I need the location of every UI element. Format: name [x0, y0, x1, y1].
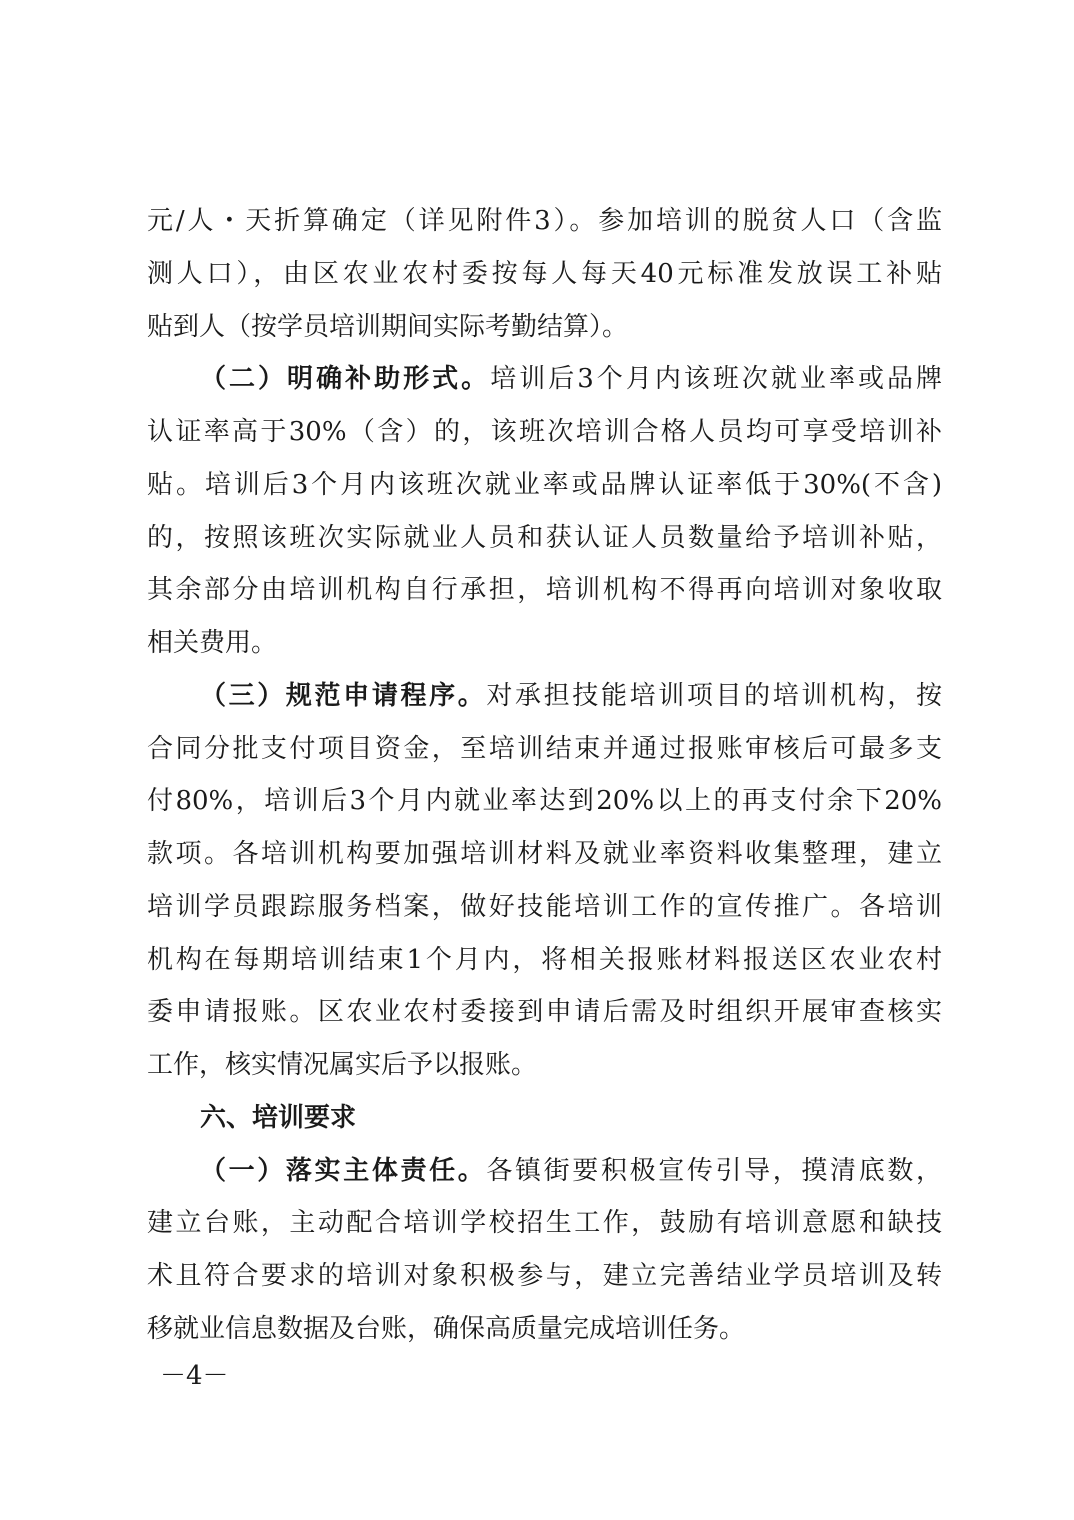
- text-line: 工作，核实情况属实后予以报账。: [147, 1050, 538, 1080]
- paragraph-4-first-line: [200, 1149, 942, 1193]
- text-span: 各镇街要积极宣传引导，摸清底数，: [486, 1156, 942, 1186]
- paragraph-heading: （二）明确补助形式。: [200, 364, 491, 394]
- text-line: 贴。培训后3个月内该班次就业率或品牌认证率低于30%(不含): [147, 470, 942, 500]
- text-line: 培训学员跟踪服务档案，做好技能培训工作的宣传推广。各培训: [147, 892, 942, 922]
- text-line: 移就业信息数据及台账，确保高质量完成培训任务。: [147, 1314, 746, 1344]
- text-line: 术且符合要求的培训对象积极参与，建立完善结业学员培训及转: [147, 1261, 942, 1291]
- text-line: 建立台账，主动配合培训学校招生工作，鼓励有培训意愿和缺技: [147, 1208, 942, 1238]
- text-span: 培训后3个月内该班次就业率或品牌: [490, 364, 942, 394]
- text-line: 付80%，培训后3个月内就业率达到20%以上的再支付余下20%: [147, 786, 942, 816]
- text-line: 测人口），由区农业农村委按每人每天40元标准发放误工补贴: [147, 259, 942, 289]
- text-line: 款项。各培训机构要加强培训材料及就业率资料收集整理，建立: [147, 839, 942, 869]
- text-line: 委申请报账。区农业农村委接到申请后需及时组织开展审查核实: [147, 997, 942, 1027]
- paragraph-heading: （一）落实主体责任。: [200, 1156, 487, 1186]
- text-line: 其余部分由培训机构自行承担，培训机构不得再向培训对象收取: [147, 575, 942, 605]
- paragraph-heading: （三）规范申请程序。: [200, 681, 487, 711]
- text-line: 元/人・天折算确定（详见附件3）。参加培训的脱贫人口（含监: [147, 206, 942, 236]
- text-line: 机构在每期培训结束1个月内，将相关报账材料报送区农业农村: [147, 945, 942, 975]
- text-line: 合同分批支付项目资金，至培训结束并通过报账审核后可最多支: [147, 734, 942, 764]
- text-span: 对承担技能培训项目的培训机构，按: [486, 681, 942, 711]
- paragraph-3-first-line: [200, 674, 942, 718]
- text-line: 认证率高于30%（含）的，该班次培训合格人员均可享受培训补: [147, 417, 942, 447]
- section-heading: 六、培训要求: [200, 1103, 357, 1133]
- paragraph-2-first-line: [200, 357, 942, 401]
- text-line: 的，按照该班次实际就业人员和获认证人员数量给予培训补贴，: [147, 523, 942, 553]
- text-line: 相关费用。: [147, 628, 278, 658]
- page-number: －4－: [160, 1361, 229, 1391]
- text-line: 贴到人（按学员培训期间实际考勤结算）。: [147, 312, 629, 342]
